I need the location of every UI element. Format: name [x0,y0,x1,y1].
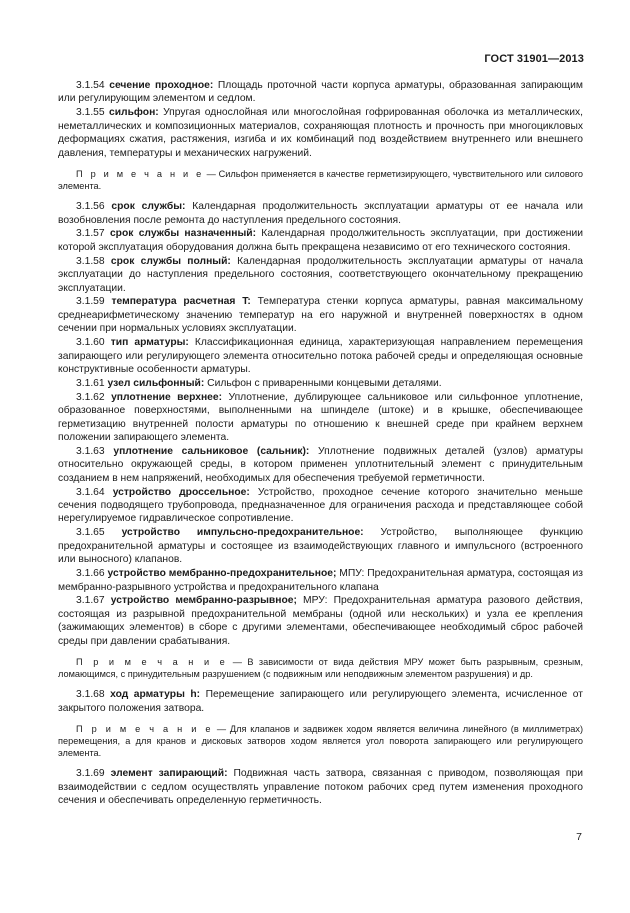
paragraph-number: 3.1.62 [76,391,105,403]
paragraph-3-1-67 [58,594,583,648]
page-number: 7 [576,831,582,843]
definition: Устройство, выполняющее функцию предохранительной арматуры и состоящее из взаимодействующих главного и импульсного (встроенного или выносного) клапанов. [58,527,583,566]
paragraph-3-1-60 [58,336,583,376]
term: устройство мембранно-предохранительное; [107,568,337,580]
paragraph-3-1-56 [58,200,583,227]
term: уплотнение сальниковое (сальник): [113,445,310,457]
term: элемент запирающий: [110,768,228,780]
term: ход арматуры h: [110,689,201,701]
definition: Уплотнение подвижных деталей (узлов) арматуры относительно окружающей среды, в котором применен уплотнительный элемент с принудительным созданием в нем напряжений, необходимых для обеспечения требуемой герметичности. [58,445,583,484]
paragraph-3-1-57 [58,227,583,254]
definition: МРУ: Предохранительная арматура разового действия, состоящая из разрывной предохранительной мембраны (одной или нескольких) и узла ее крепления (зажимающих элементов) в сборе с другими элементами, обеспечивающее необходимый сброс рабочей среды при давлении срабатывания. [58,595,583,647]
paragraph-3-1-63 [58,445,583,485]
note-text: — Сильфон применяется в качестве герметизирующего, чувствительного или силового элемента. [58,168,583,192]
term: сильфон: [109,107,159,119]
definition: Упругая однослойная или многослойная гофрированная оболочка из металлических, неметаллических и композиционных материалов, сохраняющая плотность и прочность при многоцикловых деформациях сжатия, растяжения, изгиба и их комбинаций под воздействием внутреннего или внешнего давления, температуры и механических нагружений. [58,107,583,159]
term: узел сильфонный: [107,377,205,389]
definition: Перемещение запирающего или регулирующего элемента, исчисленное от закрытого положения затвора. [58,689,583,714]
paragraph-number: 3.1.67 [76,595,105,607]
term: тип арматуры: [110,337,189,349]
term: устройство импульсно-предохранительное: [121,527,364,539]
paragraph-3-1-62 [58,391,583,445]
paragraph-3-1-61 [58,377,583,390]
note-text: — Для клапанов и задвижек ходом является величина линейного (в миллиметрах) перемещения, а для кранов и дисковых затворов ходом является угол поворота запирающего или регулирующего элемента. [58,724,584,759]
term: срок службы: [111,201,186,213]
definition: Температура стенки корпуса арматуры, равная максимальному среднеарифметическому значению температур на его наружной и внутренней поверхностях в одном сечении при нормальных условиях эксплуатации. [58,296,583,335]
paragraph-3-1-66 [58,567,583,594]
paragraph-number: 3.1.57 [76,228,105,240]
paragraph-number: 3.1.55 [76,107,105,119]
definition: Сильфон с приваренными концевыми деталями. [204,377,442,389]
paragraph-number: 3.1.68 [76,689,105,701]
term: устройство мембранно-разрывное; [110,595,297,607]
note-stroke [58,723,583,759]
paragraph-3-1-59 [58,295,583,335]
paragraph-number: 3.1.56 [76,201,105,213]
note-text: — В зависимости от вида действия МРУ может быть разрывным, срезным, ломающимся, с принудительным разрушением (с подвижным или неподвижным элементом разрушения) и др. [58,657,583,680]
definition: Календарная продолжительность эксплуатации арматуры от ее начала или возобновления после ремонта до наступления предельного состояния. [58,201,583,226]
definition: Устройство, проходное сечение которого значительно меньше сечения подводящего трубопровода, предназначенное для ограничения расхода и представляющее собой нерегулируемое гидравлическое сопротивление. [58,486,583,525]
paragraph-number: 3.1.58 [76,255,105,267]
paragraph-3-1-69 [58,767,583,807]
paragraph-number: 3.1.64 [76,486,105,498]
paragraph-number: 3.1.61 [76,377,105,389]
paragraph-3-1-65 [58,526,583,566]
note-label: П р и м е ч а н и е [76,657,228,668]
paragraph-number: 3.1.63 [76,445,105,457]
definition: Площадь проточной части корпуса арматуры, образованная запирающим или регулирующим элементом и седлом. [58,80,583,105]
paragraph-number: 3.1.69 [76,768,105,780]
paragraph-3-1-55 [58,106,583,160]
paragraph-3-1-68 [58,688,583,715]
term: срок службы назначенный: [109,228,256,240]
note-bellows [58,168,583,192]
definition: Классификационная единица, характеризующая направлением перемещения запирающего или регулирующего элемента относительно потока рабочей среды и определяющая основные конструктивные особенности арматуры. [58,337,583,375]
paragraph-3-1-64 [58,486,583,526]
definition: Уплотнение, дублирующее сальниковое или сильфонное уплотнение, образованное поверхностями, выполненными на шпинделе (штоке) и в крышке, обеспечивающее герметизацию внутренней полости арматуры по отношению к внешней среде при крайнем верхнем положении запирающего элемента. [58,391,583,444]
definition: Календарная продолжительность эксплуатации, при достижении которой эксплуатация оборудования должна быть прекращена независимо от его технического состояния. [58,228,583,253]
paragraph-number: 3.1.65 [76,527,105,539]
document-body [58,79,583,808]
note-label: П р и м е ч а н и е [76,724,214,735]
term: устройство дроссельное: [112,486,250,498]
note-mru [58,656,583,680]
definition: МПУ: Предохранительная арматура, состоящая из мембранно-разрывного устройства и предохранительного клапана [58,568,583,593]
page-header-standard: ГОСТ 31901—2013 [484,53,584,65]
term: температура расчетная T: [111,296,251,308]
paragraph-3-1-54 [58,79,583,106]
paragraph-3-1-58 [58,255,583,295]
definition: Календарная продолжительность эксплуатации арматуры от начала эксплуатации до наступления предельного состояния, соответствующего окончательному прекращению эксплуатации. [58,255,583,294]
term: уплотнение верхнее: [111,391,223,403]
paragraph-number: 3.1.66 [76,568,105,580]
paragraph-number: 3.1.54 [76,80,105,91]
paragraph-number: 3.1.59 [76,296,105,308]
term: срок службы полный: [110,255,231,267]
definition: Подвижная часть затвора, связанная с приводом, позволяющая при взаимодействии с седлом осуществлять управление потоком рабочих сред путем изменения проходного сечения и обеспечивать определенную герметичность. [58,768,583,807]
term: сечение проходное: [109,80,214,91]
note-label: П р и м е ч а н и е [76,168,204,179]
paragraph-number: 3.1.60 [76,337,105,349]
